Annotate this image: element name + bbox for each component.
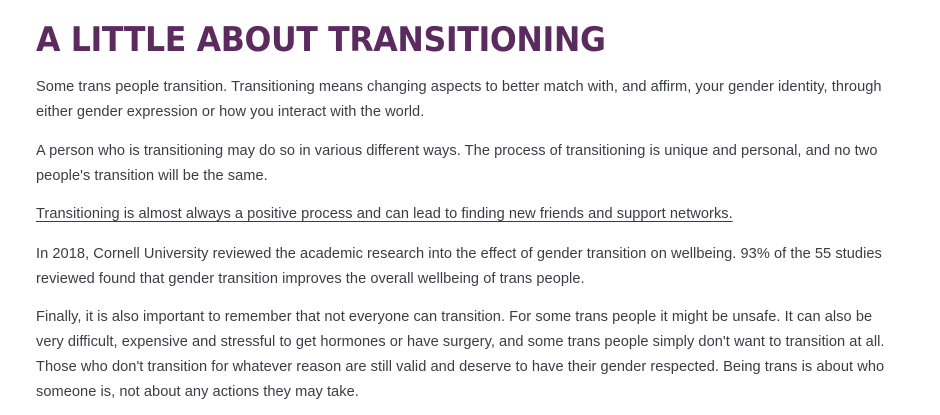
- paragraph-positive-process: Transitioning is almost always a positive process and can lead to finding new friends and support networks.: [36, 205, 733, 222]
- paragraph-cornell-research: In 2018, Cornell University reviewed the academic research into the effect of gender transition on wellbeing. 93% of the 55 studies reviewed found that gender transition improves the overall wellbeing of trans people.: [36, 245, 882, 287]
- paragraph-intro: Some trans people transition. Transitioning means changing aspects to better match with, and affirm, your gender identity, through either gender expression or how you interact with the world.: [36, 79, 882, 121]
- paragraph-ways: A person who is transitioning may do so in various different ways. The process of transitioning is unique and personal, and no two people's transition will be the same.: [36, 142, 878, 184]
- paragraph-not-everyone: Finally, it is also important to remember that not everyone can transition. For some trans people it might be unsafe. It can also be very difficult, expensive and stressful to get hormones or have surgery, and some trans people simply don't want to transition at all. Those who don't transition for whatever reason are still valid and deserve to have their gender respected. Being trans is about who someone is, not about any actions they may take.: [36, 309, 885, 401]
- page-title: A LITTLE ABOUT TRANSITIONING: [36, 20, 606, 60]
